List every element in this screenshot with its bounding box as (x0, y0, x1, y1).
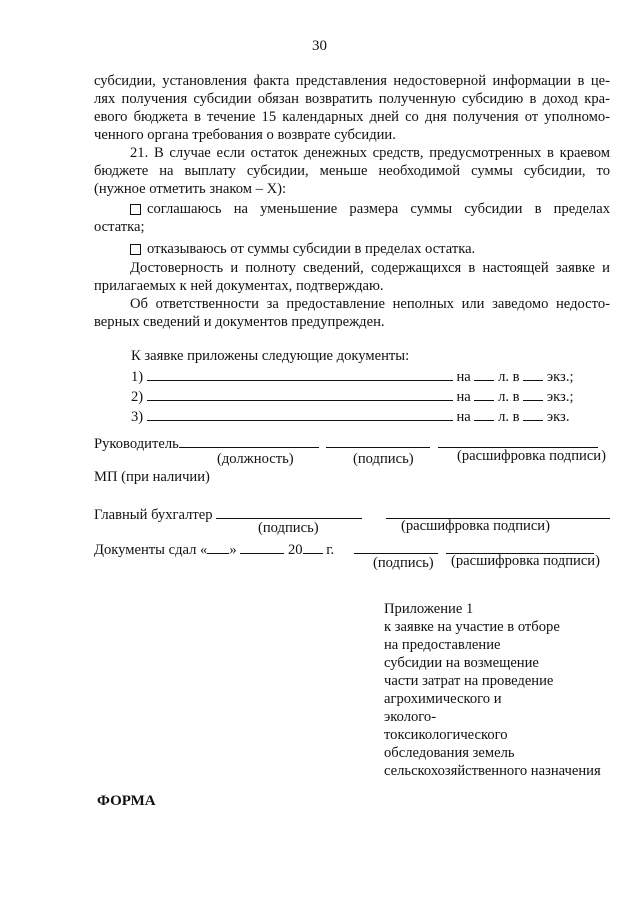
head-decode-field[interactable] (438, 433, 598, 448)
quote-close: » (229, 542, 237, 558)
page-number: 30 (312, 38, 327, 54)
year-prefix: 20 (287, 542, 303, 558)
head-signature-field[interactable] (326, 433, 430, 448)
text-line: прилагаемых к ней документах, подтверждаю. (94, 278, 384, 294)
attachment-name-field[interactable] (147, 366, 453, 381)
paragraph-return-subsidy (94, 72, 610, 144)
label-pages: л. в (498, 369, 520, 385)
docs-submitted-label: Документы сдал « (94, 542, 208, 558)
attachment-number: 3) (131, 409, 144, 425)
copies-field[interactable] (523, 366, 543, 381)
month-field[interactable] (240, 539, 284, 554)
option-agree-label: соглашаюсь на уменьшение размера суммы субсидии в пределах (147, 201, 610, 217)
text-line: остатка; (94, 219, 145, 235)
chief-accountant-signature-field[interactable] (216, 504, 362, 519)
stamp-label: МП (при наличии) (94, 469, 210, 485)
attachment-number: 2) (131, 389, 144, 405)
text-line: 21. В случае если остаток денежных средств, предусмотренных в краевом (130, 145, 610, 161)
paragraph-confirm (94, 259, 610, 295)
appendix-line: агрохимического и (384, 691, 502, 707)
head-label: Руководитель (94, 436, 179, 452)
attachment-row (131, 386, 574, 406)
pages-field[interactable] (474, 386, 494, 401)
signature-caption: (подпись) (258, 520, 319, 536)
label-na: на (456, 389, 471, 405)
chief-accountant-label: Главный бухгалтер (94, 507, 213, 523)
text-line: лях получения субсидии обязан возвратить полученную субсидию в доход кра- (94, 91, 610, 107)
attachment-row (131, 406, 574, 426)
text-line: евого бюджета в течение 15 календарных дней со дня получения от уполномо- (94, 109, 610, 125)
appendix-line: на предоставление (384, 637, 501, 653)
label-copies: экз.; (546, 389, 574, 405)
year-suffix: г. (326, 542, 335, 558)
attachment-name-field[interactable] (147, 386, 453, 401)
option-refuse (94, 240, 610, 258)
text-line: Достоверность и полноту сведений, содержащихся в настоящей заявке и (130, 260, 610, 276)
appendix-line: сельскохозяйственного назначения (384, 763, 601, 779)
copies-field[interactable] (523, 386, 543, 401)
pages-field[interactable] (474, 406, 494, 421)
text-line: Об ответственности за предоставление неполных или заведомо недосто- (130, 296, 610, 312)
decode-caption: (расшифровка подписи) (401, 518, 550, 534)
checkbox-refuse[interactable] (130, 244, 141, 255)
docs-decode-field[interactable] (446, 539, 594, 554)
year-field[interactable] (303, 539, 323, 554)
text-line: бюджете на выплату субсидии, меньше необходимой суммы субсидии, то (94, 163, 610, 179)
text-line: (нужное отметить знаком – X): (94, 181, 287, 197)
pages-field[interactable] (474, 366, 494, 381)
text-line: субсидии, установления факта представления недостоверной информации в це- (94, 73, 610, 89)
attachment-number: 1) (131, 369, 144, 385)
copies-field[interactable] (523, 406, 543, 421)
label-pages: л. в (498, 389, 520, 405)
chief-accountant-decode-field[interactable] (386, 504, 610, 519)
form-title: ФОРМА (97, 793, 156, 809)
appendix-header (384, 600, 601, 780)
appendix-line: субсидии на возмещение (384, 655, 539, 671)
position-caption: (должность) (217, 451, 294, 467)
appendix-line: части затрат на проведение (384, 673, 554, 689)
appendix-line: Приложение 1 (384, 601, 474, 617)
attachments-list (131, 366, 574, 426)
paragraph-responsibility (94, 295, 610, 331)
day-field[interactable] (207, 539, 229, 554)
text-line: верных сведений и документов предупрежден. (94, 314, 385, 330)
label-na: на (456, 409, 471, 425)
label-copies: экз. (546, 409, 570, 425)
appendix-line: к заявке на участие в отборе (384, 619, 560, 635)
attachment-row (131, 366, 574, 386)
text-line: ченного органа требования о возврате субсидии. (94, 127, 396, 143)
attachments-intro: К заявке приложены следующие документы: (131, 348, 410, 364)
label-copies: экз.; (546, 369, 574, 385)
appendix-line: эколого- (384, 709, 437, 725)
label-pages: л. в (498, 409, 520, 425)
docs-signature-field[interactable] (354, 539, 438, 554)
head-position-field[interactable] (179, 433, 319, 448)
checkbox-agree[interactable] (130, 204, 141, 215)
option-refuse-label: отказываюсь от суммы субсидии в пределах остатка. (147, 241, 476, 257)
appendix-line: токсикологического (384, 727, 508, 743)
decode-caption: (расшифровка подписи) (457, 448, 606, 464)
paragraph-21 (94, 144, 610, 198)
signature-caption: (подпись) (373, 555, 434, 571)
signature-caption: (подпись) (353, 451, 414, 467)
attachment-name-field[interactable] (147, 406, 453, 421)
label-na: на (456, 369, 471, 385)
option-agree (94, 200, 610, 236)
appendix-line: обследования земель (384, 745, 515, 761)
decode-caption: (расшифровка подписи) (451, 553, 600, 569)
